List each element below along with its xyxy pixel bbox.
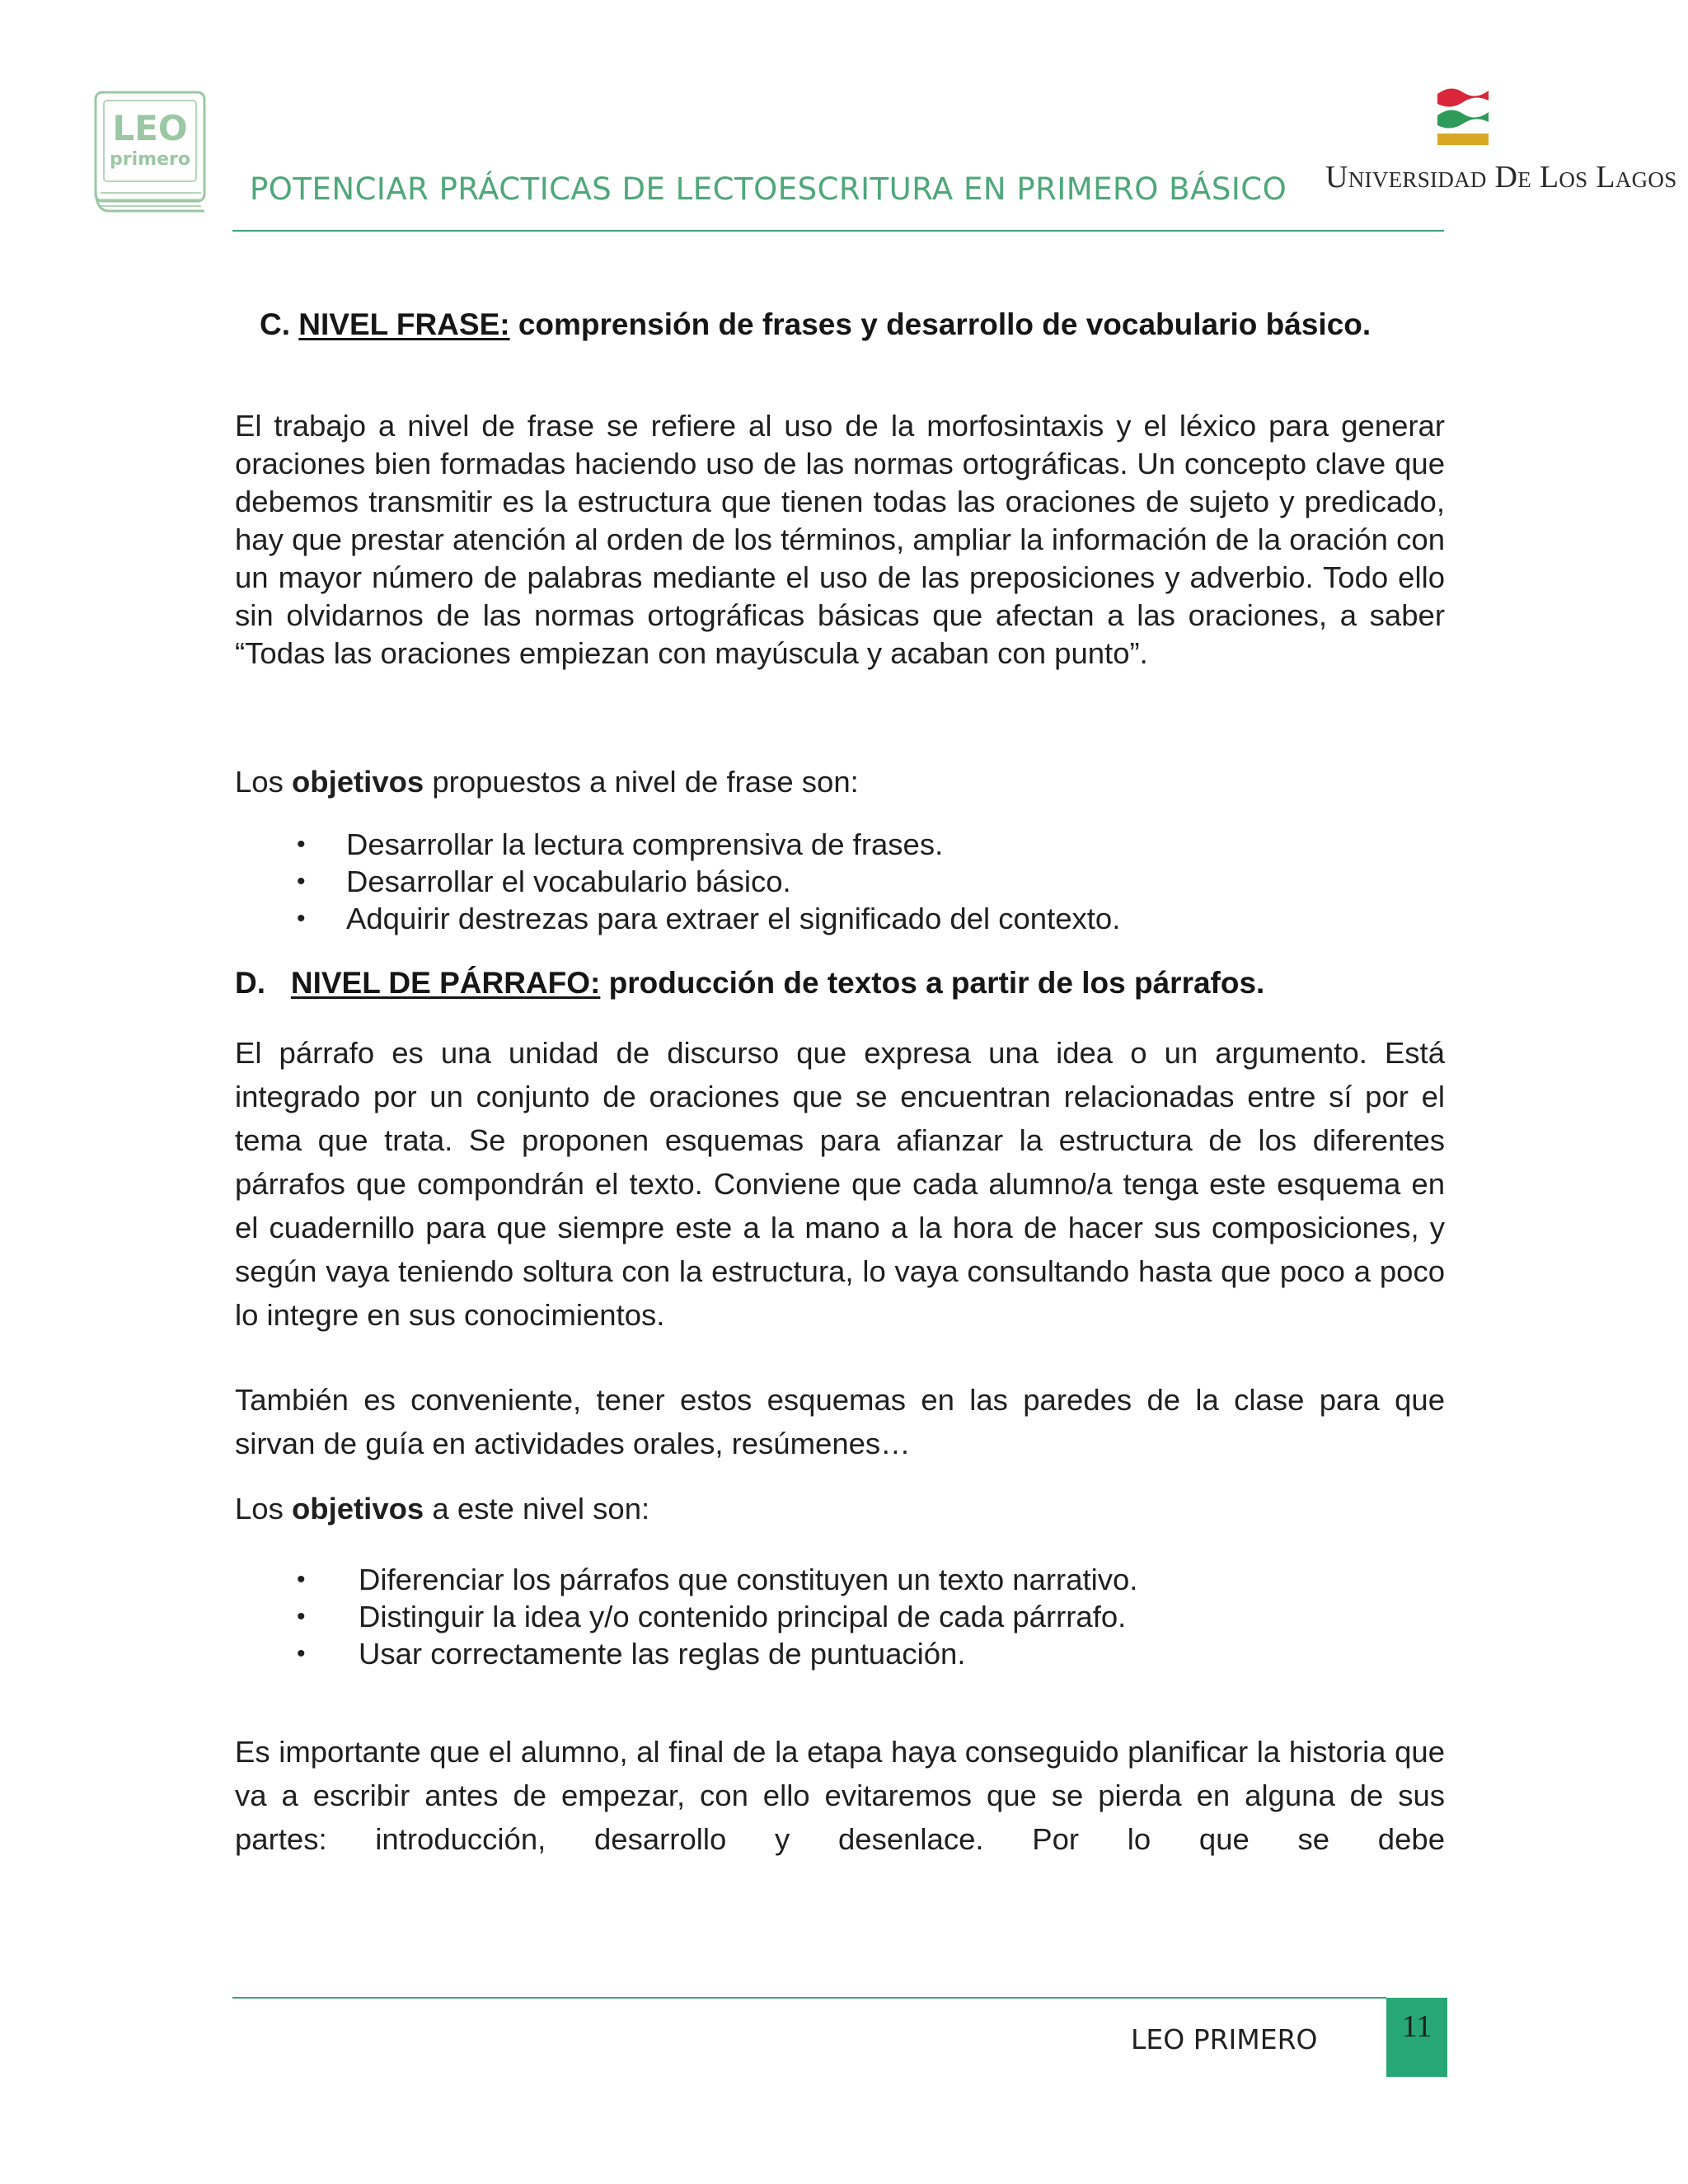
page-content xyxy=(235,305,1445,1861)
list-item: • Adquirir destrezas para extraer el significado del contexto. xyxy=(297,902,1121,935)
section-c-title: comprensión de frases y desarrollo de vocabulario básico. xyxy=(509,307,1372,341)
section-d-paragraph-1: El párrafo es una unidad de discurso que expresa una idea o un argumento. Está integrado por un conjunto de oraciones que se encuentran relacionadas entre sí por el tema que trata. Se proponen esquemas para afianzar la estructura de los diferentes párrafos que compondrán el texto. Conviene que cada alumno/a tenga este esquema en el cuadernillo para que siempre este a la mano a la hora de hacer sus composiciones, y según vaya teniendo soltura con la estructura, lo vaya consultando hasta que poco a poco lo integre en sus conocimientos. xyxy=(235,1036,1445,1332)
section-d-heading xyxy=(235,963,1445,1003)
section-d-label: NIVEL DE PÁRRAFO: xyxy=(290,966,601,1000)
leo-primero-logo xyxy=(92,89,208,214)
section-c-letter: C. xyxy=(260,307,290,341)
section-c-objectives-intro: Los objetivos propuestos a nivel de frase son: xyxy=(235,765,859,799)
section-d-title: producción de textos a partir de los párrafos. xyxy=(600,966,1265,1000)
list-item: • Distinguir la idea y/o contenido principal de cada párrrafo. xyxy=(297,1600,1127,1633)
section-d-objectives-list xyxy=(235,1561,1445,1672)
header-title: POTENCIAR PRÁCTICAS DE LECTOESCRITURA EN PRIMERO BÁSICO xyxy=(250,171,1287,207)
list-item: • Desarrollar la lectura comprensiva de frases. xyxy=(297,827,944,861)
section-c-heading xyxy=(260,305,1381,344)
page-number: 11 xyxy=(1386,1998,1447,2077)
list-item: • Diferenciar los párrafos que constituyen un texto narrativo. xyxy=(297,1563,1138,1596)
section-c-objectives-list xyxy=(235,826,1445,937)
university-emblem-icon xyxy=(1434,82,1492,148)
section-d-letter: D. xyxy=(235,966,265,1000)
section-c-paragraph: El trabajo a nivel de frase se refiere al uso de la morfosintaxis y el léxico para generar oraciones bien formadas haciendo uso de las normas ortográficas. Un concepto clave que debemos transmitir es la estructura que tienen todas las oraciones de sujeto y predicado, hay que prestar atención al orden de los términos, ampliar la información de la oración con un mayor número de palabras mediante el uso de las preposiciones y adverbio. Todo ello sin olvidarnos de las normas ortográficas básicas que afectan a las oraciones, a saber “Todas las oraciones empiezan con mayúscula y acaban con punto”. xyxy=(235,409,1445,670)
logo-primero-text: primero xyxy=(110,149,190,170)
footer-rule xyxy=(232,1997,1386,1999)
header-rule xyxy=(232,230,1444,232)
logo-leo-text: LEO xyxy=(112,108,188,148)
section-d-objectives-intro: Los objetivos a este nivel son: xyxy=(235,1492,650,1526)
list-item: • Desarrollar el vocabulario básico. xyxy=(297,865,791,898)
list-item: • Usar correctamente las reglas de puntuación. xyxy=(297,1637,966,1671)
section-d-paragraph-3: Es importante que el alumno, al final de la etapa haya conseguido planificar la historia que va a escribir antes de empezar, con ello evitaremos que se pierda en alguna de sus partes: introducción, desarrollo y desenlace. Por lo que se debe xyxy=(235,1735,1445,1856)
section-c-label: NIVEL FRASE: xyxy=(298,307,510,341)
university-name: Universidad De Los Lagos xyxy=(1325,160,1677,194)
footer-label: LEO PRIMERO xyxy=(1131,2023,1318,2055)
section-d-paragraph-2: También es conveniente, tener estos esquemas en las paredes de la clase para que sirvan de guía en actividades orales, resúmenes… xyxy=(235,1383,1445,1460)
